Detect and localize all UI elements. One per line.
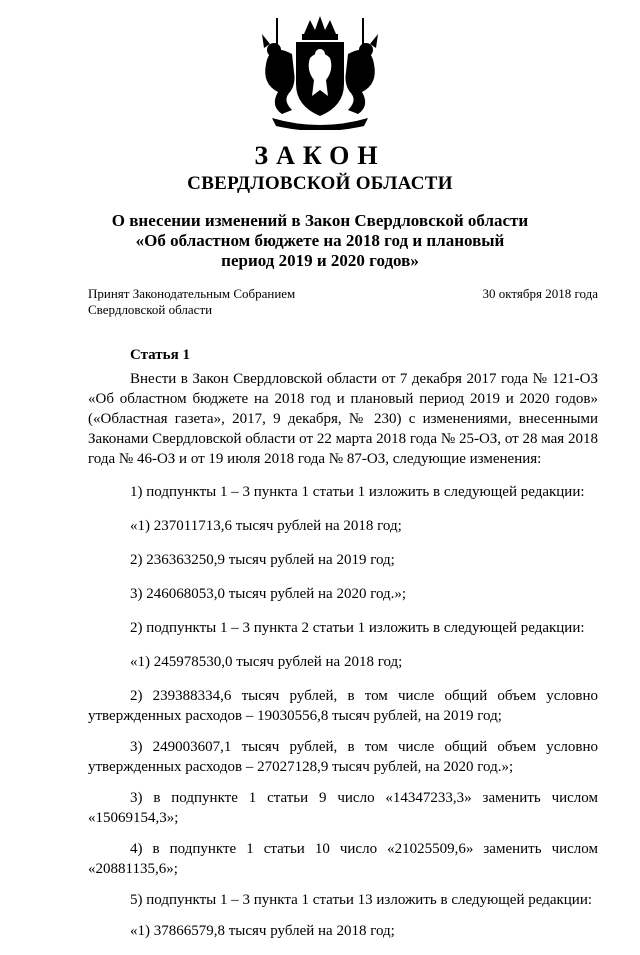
article-intro-paragraph: Внести в Закон Свердловской области от 7 декабря 2017 года № 121-ОЗ «Об областном бюджете на 2018 год и плановый период 2019 и 2020 годов» («Областная газета», 2017, 9 декабря, № 230) с изменениями, внесенными Законами Свердловской области от 22 марта 2018 года № 25-ОЗ, от 28 мая 2018 года № 46-ОЗ и от 19 июля 2018 года № 87-ОЗ, следующие изменения: [88,371,598,467]
article-item: 4) в подпункте 1 статьи 10 число «21025509,6» заменить числом «20881135,6»; [88,841,598,877]
article-body [88,369,598,955]
coat-of-arms-emblem [252,14,388,130]
article-item: 3) 249003607,1 тысяч рублей, в том числе общий объем условно утвержденных расходов – 27027128,9 тысяч рублей, на 2020 год.»; [88,739,598,775]
adoption-note [88,286,368,318]
article-title: Статья 1 [130,347,190,363]
article-item: 2) подпункты 1 – 3 пункта 2 статьи 1 изложить в следующей редакции: [130,620,585,636]
article-item: 2) 239388334,6 тысяч рублей, в том числе общий объем условно утвержденных расходов – 19030556,8 тысяч рублей, на 2019 год; [88,688,598,724]
adoption-line: Принят Законодательным Собранием [88,286,296,301]
article-item: 3) в подпункте 1 статьи 9 число «14347233,3» заменить числом «15069154,3»; [88,790,598,826]
article-item: «1) 237011713,6 тысяч рублей на 2018 год; [130,518,402,534]
region-title: СВЕРДЛОВСКОЙ ОБЛАСТИ [187,173,453,194]
article-item: 1) подпункты 1 – 3 пункта 1 статьи 1 изложить в следующей редакции: [130,484,585,500]
article-item: 3) 246068053,0 тысяч рублей на 2020 год.»; [130,586,407,602]
adoption-date: 30 октября 2018 года [482,286,598,301]
law-subject-heading [90,211,550,271]
subject-line: О внесении изменений в Закон Свердловской области [111,211,529,230]
article-item: 2) 236363250,9 тысяч рублей на 2019 год; [130,552,395,568]
subject-line: период 2019 и 2020 годов» [221,251,419,270]
article-item: «1) 37866579,8 тысяч рублей на 2018 год; [130,923,395,939]
article-item: «1) 245978530,0 тысяч рублей на 2018 год; [130,654,403,670]
subject-line: «Об областном бюджете на 2018 год и плановый [135,231,505,250]
document-type-title: ЗАКОН [254,141,386,170]
adoption-line: Свердловской области [88,302,213,317]
article-item: 5) подпункты 1 – 3 пункта 1 статьи 13 изложить в следующей редакции: [130,892,593,908]
